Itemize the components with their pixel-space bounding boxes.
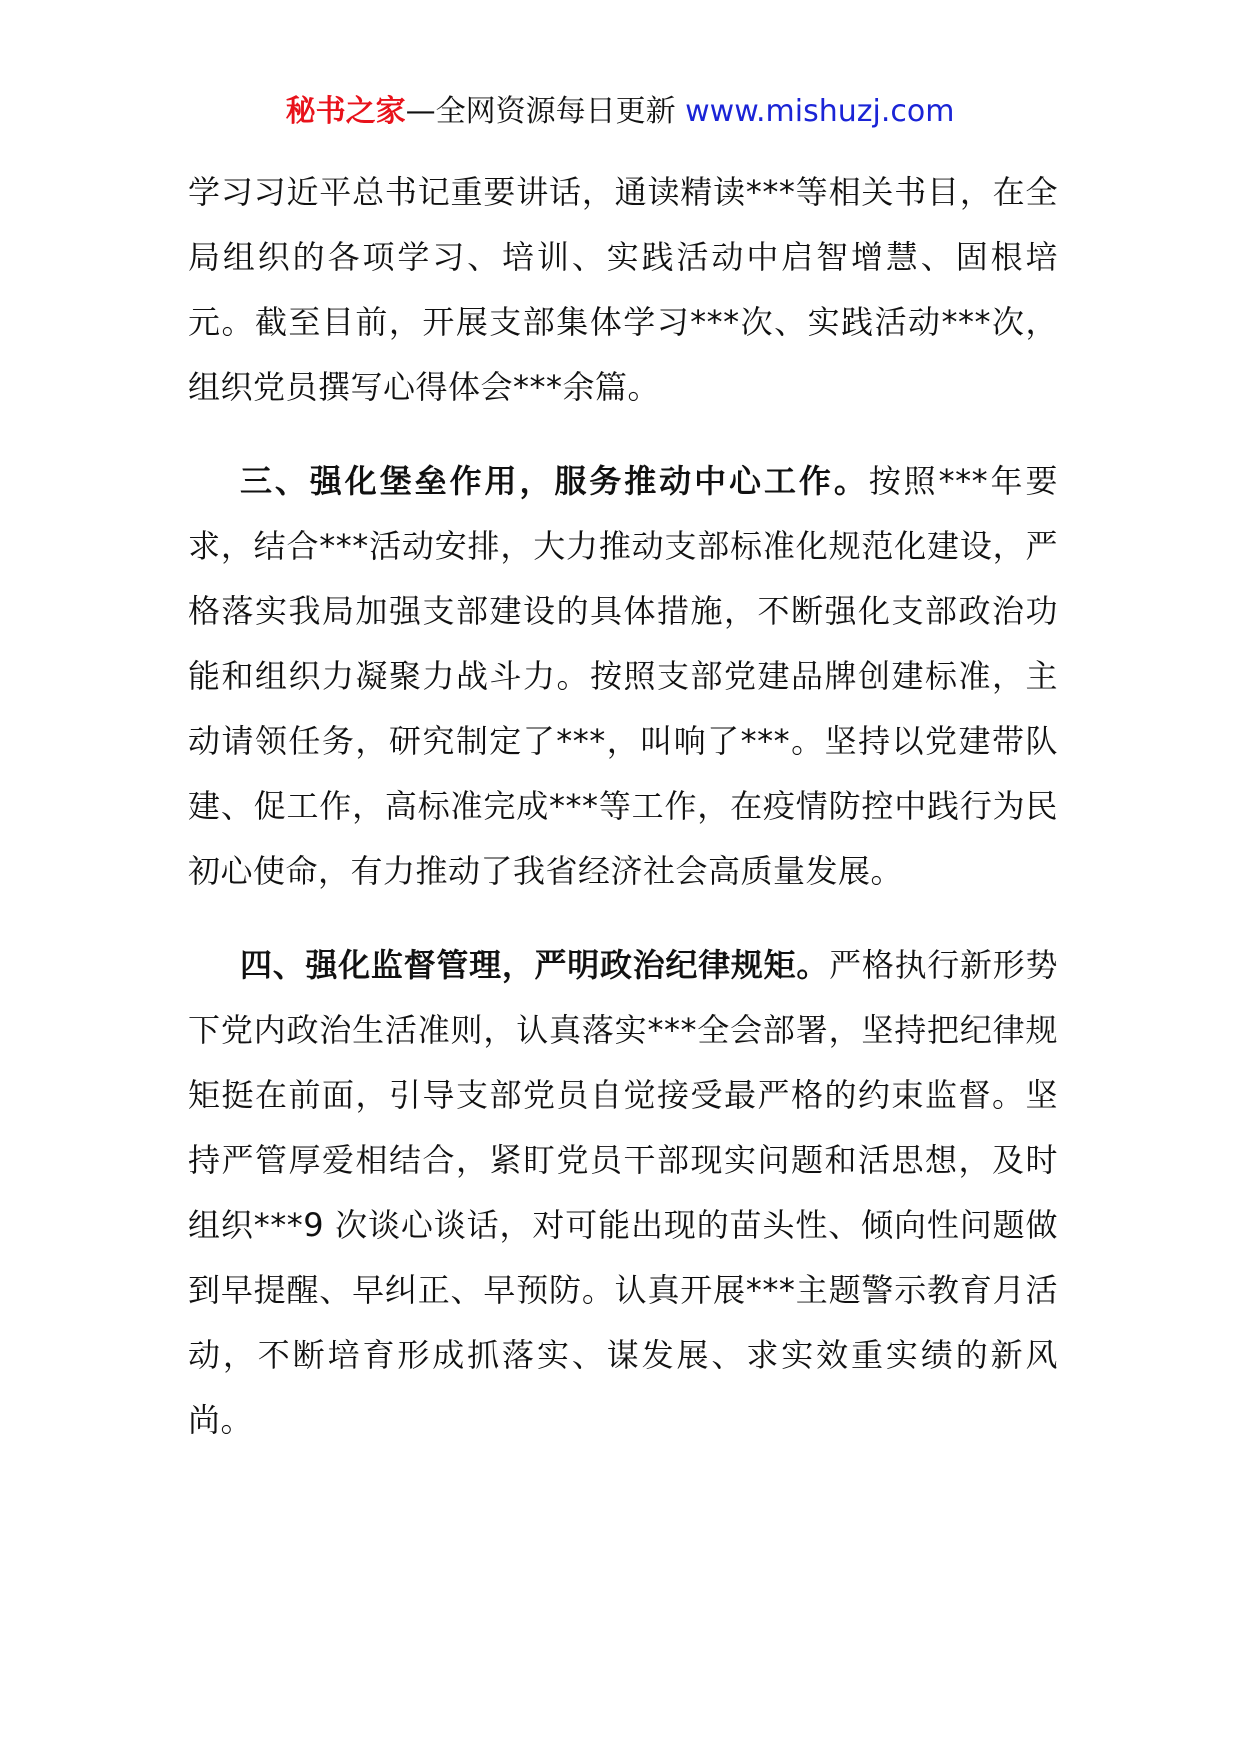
website-link[interactable]: www.mishuzj.com <box>685 94 955 129</box>
paragraph-text: 按照***年要求，结合***活动安排，大力推动支部标准化规范化建设，严格落实我局加强支部建设的具体措施，不断强化支部政治功能和组织力凝聚力战斗力。按照支部党建品牌创建标准，主动请领任务，研究制定了***，叫响了***。坚持以党建带队建、促工作，高标准完成***等工作，在疫情防控中践行为民初心使命，有力推动了我省经济社会高质量发展。 <box>188 462 1058 890</box>
section-heading: 四、强化监督管理，严明政治纪律规矩。 <box>240 946 830 984</box>
paragraph-section-3 <box>188 449 1058 904</box>
paragraph-text: 严格执行新形势下党内政治生活准则，认真落实***全会部署，坚持把纪律规矩挺在前面，引导支部党员自觉接受最严格的约束监督。坚持严管厚爱相结合，紧盯党员干部现实问题和活思想，及时组织***9 次谈心谈话，对可能出现的苗头性、倾向性问题做到早提醒、早纠正、早预防。认真开展***主题警示教育月活动，不断培育形成抓落实、谋发展、求实效重实绩的新风尚。 <box>188 946 1058 1439</box>
header-slogan: —全网资源每日更新 <box>405 94 686 129</box>
brand-name: 秘书之家 <box>285 94 406 129</box>
paragraph-section-4 <box>188 933 1058 1453</box>
section-heading: 三、强化堡垒作用，服务推动中心工作。 <box>240 462 869 500</box>
paragraph-continuation <box>188 160 1058 420</box>
page-header <box>0 92 1240 132</box>
paragraph-text: 学习习近平总书记重要讲话，通读精读***等相关书目，在全局组织的各项学习、培训、实践活动中启智增慧、固根培元。截至目前，开展支部集体学习***次、实践活动***次，组织党员撰写心得体会***余篇。 <box>188 173 1058 406</box>
document-body <box>188 160 1058 1453</box>
